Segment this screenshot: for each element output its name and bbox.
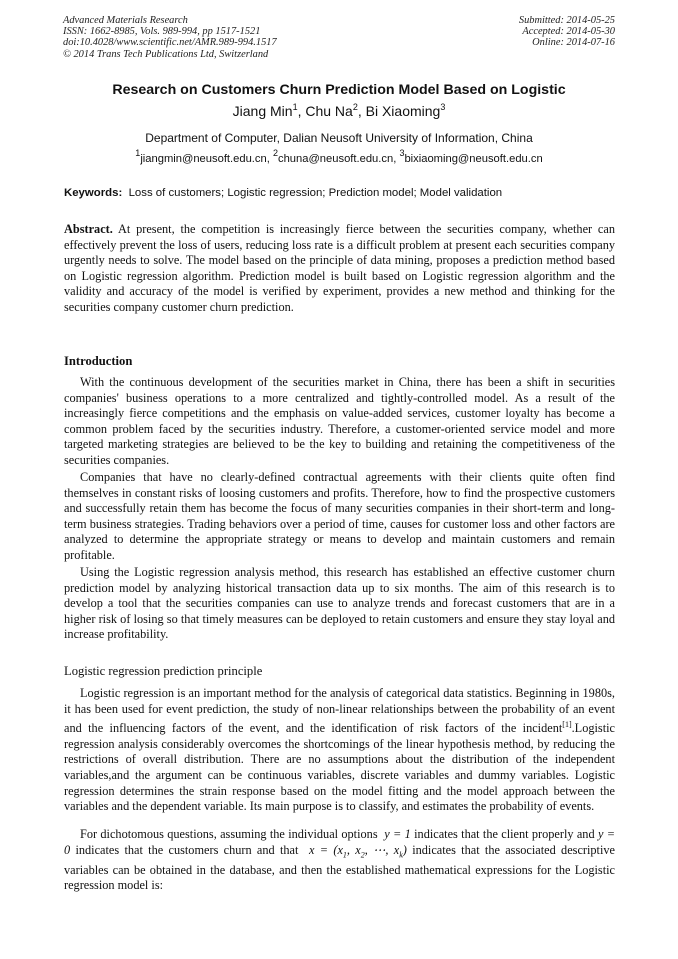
affiliation: Department of Computer, Dalian Neusoft University of Information, China (145, 131, 533, 145)
paper-title: Research on Customers Churn Prediction Model Based on Logistic (112, 82, 566, 98)
author-list: Jiang Min$^1$, Chu Na$^2$, Bi Xiaoming$^3$ (232, 102, 446, 119)
email-link[interactable]: bixiaoming@neusoft.edu.cn (404, 153, 543, 165)
abstract-label: Abstract. (64, 222, 113, 236)
doi-line[interactable]: doi:10.4028/www.scientific.net/AMR.989-994.1517 (63, 37, 277, 49)
math-y-equals-0: y = 0 (64, 827, 616, 857)
copyright-line: © 2014 Trans Tech Publications Ltd, Switzerland (63, 48, 269, 60)
email-link[interactable]: chuna@neusoft.edu.cn (277, 153, 394, 165)
logistic-p1-text-cont: .Logistic regression analysis considerably overcomes the shortcomings of the linear hypothesis method, by reducing the restrictions of overall distribution. There are no assumptions about the distribution of the independent variables,and the argument can be continuous variables, discrete variables and dummy variables. Logistic regression determines the strain response based on the model fitting and the model approach between the variables and the dependent variable. Its main purpose is to classify, and estimates the probability of events. (64, 721, 615, 814)
logistic-paragraph-1 (64, 686, 615, 815)
header-journal-info (63, 15, 277, 60)
logistic-p1-text: Logistic regression is an important method for the analysis of categorical data statistics. Beginning in 1980s, it has been used for event prediction, the study of non-linear relationships between the probability of an event and the influencing factors of the event, and the identification of risk factors of the incident (64, 686, 615, 736)
math-y-equals-1: y = 1 (384, 827, 411, 841)
author-name: Chu Na (305, 103, 353, 119)
author-name: Jiang Min (232, 103, 293, 119)
logistic-paragraph-2 (64, 827, 615, 894)
email-sup: 1 (135, 148, 141, 158)
author-sup: 1 (292, 102, 298, 112)
math-x-vector: $x = (x_1$, $x_2$, ⋯, $x_k$) (309, 842, 407, 860)
abstract-text: At present, the competition is increasingly fierce between the securities company, whether can effectively prevent the loss of users, reducing loss rate is a difficult problem at present each securities company urgently needs to solve. The model based on the principle of data mining, proposes a prediction method based on Logistic regression algorithm. Prediction model is built based on Logistic regression algorithm and the validity and accuracy of the model is verified by experiment, provides a new method and thinking for the securities company customer churn prediction. (64, 222, 616, 314)
keywords-label: Keywords: (64, 187, 123, 199)
submitted-date: Submitted: 2014-05-25 (518, 15, 615, 26)
journal-name: Advanced Materials Research (63, 15, 188, 26)
author-sup: 2 (352, 102, 358, 112)
citation-ref[interactable]: [1] (562, 720, 572, 730)
email-link[interactable]: jiangmin@neusoft.edu.cn (140, 153, 267, 165)
logistic-p2-text-d: indicates that the associated descriptive variables can be obtained in the database, and then the established mathematical expressions for the Logistic regression model is: (64, 842, 615, 893)
intro-paragraph-3: Using the Logistic regression analysis method, this research has established an effective customer churn prediction model by analyzing historical transaction data up to six months. The aim of this research is to develop a tool that the securities companies can use to analyze trends and forecast customers that are in a higher risk of losing so that timely measures can be deployed to retain customers and ensure they stay loyal and increase profitability. (64, 565, 615, 642)
logistic-p2-text-c: indicates that the customers churn and that (75, 842, 299, 857)
abstract-paragraph (64, 222, 615, 316)
issn-line: ISSN: 1662-8985, Vols. 989-994, pp 1517-1521 (63, 26, 261, 38)
logistic-p2-text-a: For dichotomous questions, assuming the individual options (80, 827, 378, 841)
keywords-line (64, 187, 616, 199)
math-x-lhs: x = (x (309, 842, 343, 857)
email-sup: 3 (399, 148, 405, 158)
author-name: Bi Xiaoming (365, 103, 441, 119)
accepted-date: Accepted: 2014-05-30 (522, 26, 615, 38)
logistic-p2-text-b: indicates that the client properly and (414, 827, 595, 841)
intro-paragraph-2: Companies that have no clearly-defined contractual agreements with their clients quite often find themselves in constant risks of loosing customers and profits. Therefore, how to find the prospective customers and successfully retain them has become the focus of many securities companies in their short-term and long-term business strategies. Trading behaviors over a period of time, causes for customer loss and other factors are analyzed to determine the appropriate strategy or means to develop and maintain customers and remain profitable. (64, 470, 615, 562)
author-sup: 3 (440, 102, 446, 112)
intro-paragraph-1: With the continuous development of the securities market in China, there has been a shift in securities companies' business operations to a more centralized and tightly-controlled model. As a result of the increasingly fierce competitions and the emphasis on value-added services, customer loyalty has become a common problem faced by the securities industry. Therefore, a customer-oriented service model and more targeted marketing strategies are believed to be the key to building and retaining the competitiveness of the securities companies. (64, 375, 615, 467)
header-dates (519, 15, 615, 49)
email-list: $^1$jiangmin@neusoft.edu.cn, $^2$chuna@neusoft.edu.cn, $^3$bixiaoming@neusoft.edu.cn (135, 148, 543, 165)
section-heading-logistic: Logistic regression prediction principle (64, 664, 263, 678)
section-heading-introduction: Introduction (64, 354, 133, 368)
online-date: Online: 2014-07-16 (532, 37, 615, 49)
keywords-text: Loss of customers; Logistic regression; Prediction model; Model validation (128, 187, 503, 199)
email-sup: 2 (272, 148, 278, 158)
